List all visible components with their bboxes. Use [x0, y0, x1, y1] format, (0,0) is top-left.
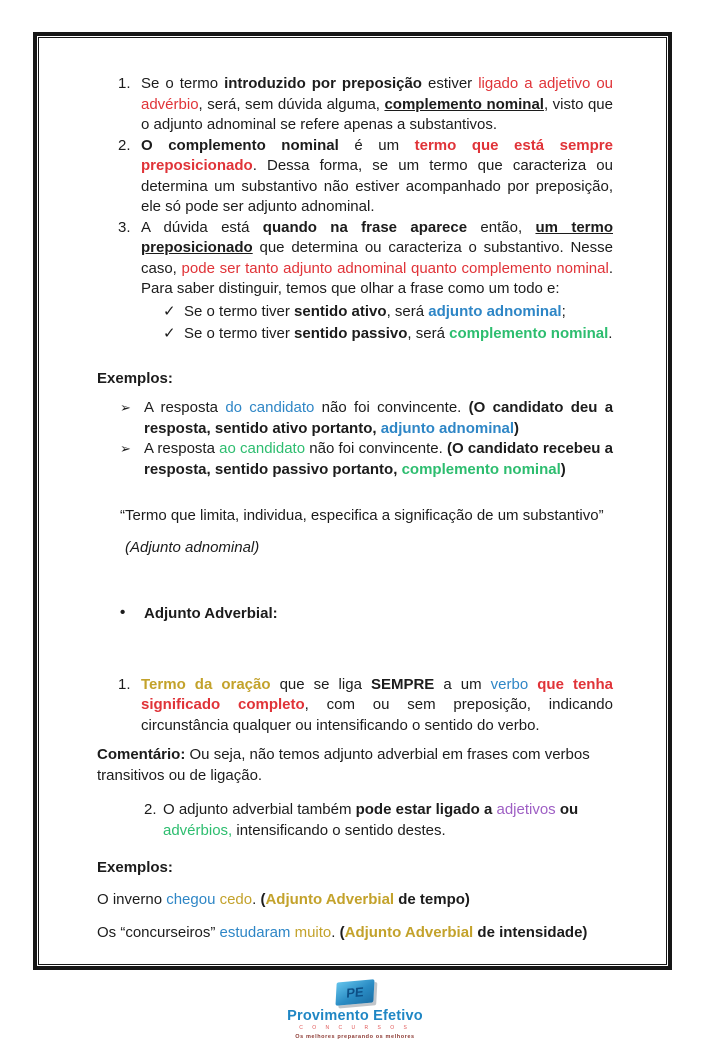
arrow-bullet-icon: ➢	[120, 400, 131, 415]
blue-segment: do candidato	[225, 399, 315, 416]
bold-gold-segment: Adjunto Adverbial	[344, 924, 474, 941]
text-segment: .	[608, 325, 613, 342]
text-segment: .	[331, 924, 340, 941]
logo-tagline: Os melhores preparando os melhores	[295, 1033, 415, 1040]
green-segment: ao candidato	[219, 440, 306, 457]
bold-underline-segment: um termo preposicionado	[141, 218, 613, 256]
bold-blue-segment: adjunto adnominal	[380, 419, 515, 437]
gold-segment: muito	[294, 924, 332, 941]
blue-segment: chegou	[166, 890, 216, 908]
example-sentence-tempo	[97, 890, 613, 911]
text-segment: que se liga	[270, 675, 371, 693]
text-segment: , será	[407, 325, 450, 342]
checkmark-icon: ✓	[163, 302, 176, 320]
example-list	[97, 398, 613, 480]
definition-quote: “Termo que limita, individua, especifica a significação de um substantivo”	[120, 507, 604, 524]
text-segment: , será	[386, 302, 429, 320]
bold-red-segment: que tenha significado completo	[141, 675, 613, 713]
bold-segment: SEMPRE	[370, 675, 435, 693]
bullet-icon: •	[120, 604, 126, 621]
definition-attribution: (Adjunto adnominal)	[125, 538, 260, 556]
blue-segment: estudaram	[219, 924, 291, 941]
text-segment: A resposta	[144, 440, 220, 457]
bold-green-segment: complemento nominal	[401, 460, 561, 478]
bold-segment: (	[339, 924, 345, 941]
gold-segment: cedo	[219, 890, 253, 908]
text-segment: é um	[338, 136, 415, 154]
arrow-bullet-icon: ➢	[120, 441, 131, 456]
page-border-frame	[33, 32, 672, 1040]
adverbial-item-2	[97, 800, 613, 841]
text-segment: não foi convincente.	[314, 399, 469, 416]
text-segment: . Para saber distinguir, temos que olhar a frase como um todo e:	[141, 259, 613, 297]
green-segment: advérbios,	[163, 821, 233, 839]
text-segment: então,	[467, 218, 536, 236]
blue-segment: verbo	[490, 675, 538, 693]
bold-underline-segment: complemento nominal	[384, 95, 544, 113]
bold-segment: de tempo)	[394, 890, 470, 908]
bold-segment: de intensidade)	[473, 924, 588, 941]
text-segment: ;	[561, 302, 566, 320]
bold-segment: sentido ativo	[294, 302, 387, 320]
red-segment: ligado a adjetivo ou advérbio	[141, 75, 614, 113]
bold-segment: (O candidato recebeu a resposta, sentido passivo portanto,	[144, 440, 613, 478]
bold-segment: pode estar ligado a	[355, 801, 497, 818]
text-segment: , será, sem dúvida alguma,	[198, 95, 385, 113]
item-number: 2.	[144, 801, 157, 818]
section-heading-label: Adjunto Adverbial:	[144, 605, 278, 622]
item-number: 1.	[118, 75, 131, 92]
text-segment: . Dessa forma, se um termo que caracteriza ou determina um substantivo não estiver acompanhado por preposição, ele só pode ser adjunto adnominal.	[141, 157, 613, 215]
example-sentence-intensidade	[97, 923, 613, 944]
bold-segment: (	[260, 890, 266, 908]
item-number: 2.	[118, 136, 131, 154]
text-segment: Se o termo tiver	[184, 302, 295, 320]
text-segment: não foi convincente.	[305, 440, 447, 457]
bold-green-segment: complemento nominal	[449, 325, 609, 342]
bold-segment: (O candidato deu a resposta, sentido ativo portanto,	[144, 399, 614, 437]
text-segment: O inverno	[97, 890, 167, 908]
check-item-active	[97, 302, 613, 323]
bold-gold-segment: Termo da oração	[141, 675, 271, 693]
bold-segment: )	[560, 460, 566, 478]
red-segment: pode ser tanto adjunto adnominal quanto complemento nominal	[181, 259, 609, 277]
text-segment: Se o termo tiver	[184, 325, 295, 342]
bold-segment: O complemento nominal	[141, 136, 339, 154]
adverbial-item-1	[97, 675, 613, 737]
text-segment: Se o termo	[141, 75, 225, 92]
text-segment: Os “concurseiros”	[97, 924, 220, 941]
bold-segment: )	[514, 419, 520, 437]
text-segment: estiver	[421, 75, 479, 92]
check-item-passive	[97, 324, 613, 345]
numbered-item-2	[97, 136, 613, 218]
text-segment: Ou seja, não temos adjunto adverbial em frases com verbos transitivos ou de ligação.	[97, 746, 590, 784]
bold-segment: introduzido por preposição	[224, 75, 422, 92]
logo-subtitle: C O N C U R S O S	[299, 1024, 411, 1031]
text-segment: , visto que o adjunto adnominal se refere apenas a substantivos.	[141, 95, 613, 133]
bold-segment: quando na frase aparece	[262, 218, 468, 236]
item-number: 3.	[118, 218, 131, 236]
text-segment: a um	[434, 675, 491, 693]
text-segment: A dúvida está	[141, 218, 263, 236]
text-segment: A resposta	[144, 399, 226, 416]
bold-blue-segment: adjunto adnominal	[428, 302, 562, 320]
logo-brand-name: Provimento Efetivo	[287, 1007, 423, 1024]
example-item-passive	[97, 439, 613, 480]
document-content	[37, 36, 668, 1040]
exemplos-heading-2: Exemplos:	[97, 859, 173, 876]
section-heading-adjunto-adverbial	[97, 604, 613, 625]
numbered-item-1	[97, 74, 613, 136]
bold-gold-segment: Adjunto Adverbial	[265, 890, 395, 908]
bold-segment: sentido passivo	[294, 325, 408, 342]
text-segment: O adjunto adverbial também	[163, 801, 356, 818]
purple-segment: adjetivos	[496, 801, 556, 818]
text-segment: , com ou sem preposição, indicando circunstância qualquer ou intensificando o sentido do verbo.	[141, 696, 613, 734]
numbered-item-3	[97, 218, 613, 300]
logo-cube-letters: PE	[345, 983, 365, 1001]
text-segment: .	[252, 890, 261, 908]
item-number: 1.	[118, 675, 131, 693]
example-item-active	[97, 398, 613, 439]
text-segment: intensificando o sentido destes.	[232, 821, 446, 839]
logo-cube-icon	[335, 979, 374, 1006]
checkmark-icon: ✓	[163, 325, 176, 342]
bold-segment: ou	[555, 801, 579, 818]
bold-red-segment: termo que está sempre preposicionado	[141, 136, 613, 174]
comment-paragraph	[97, 745, 613, 786]
text-segment: que determina ou caracteriza o substantivo. Nesse caso,	[141, 239, 613, 277]
bold-segment: Comentário:	[97, 746, 186, 763]
exemplos-heading-1: Exemplos:	[97, 369, 173, 387]
logo	[97, 981, 613, 1041]
